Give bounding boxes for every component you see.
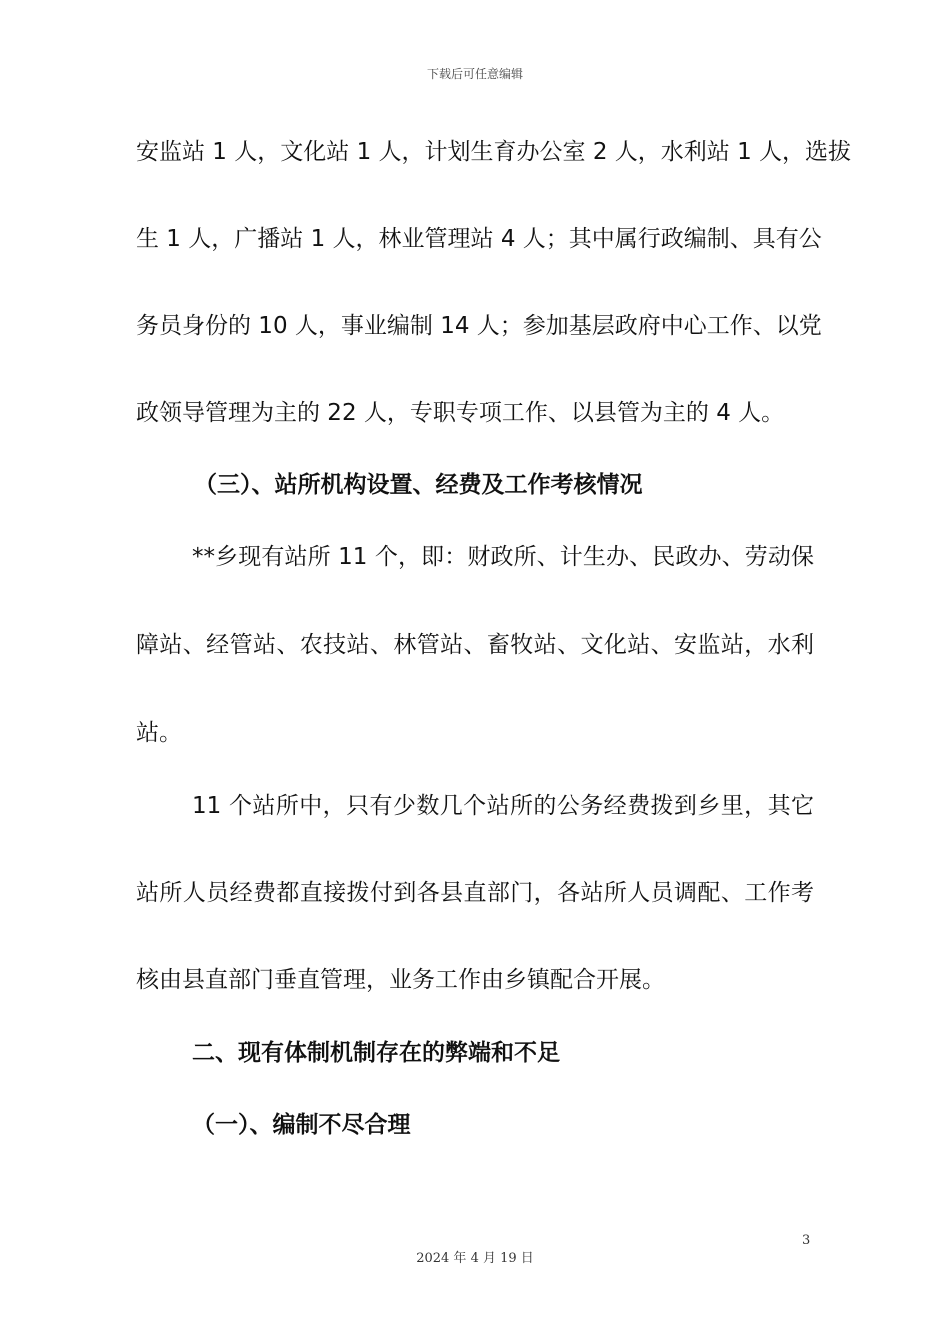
paragraph-line: 核由县直部门垂直管理，业务工作由乡镇配合开展。 xyxy=(136,967,665,993)
paragraph-line: 站。 xyxy=(136,720,182,746)
paragraph-line: 11 个站所中，只有少数几个站所的公务经费拨到乡里，其它 xyxy=(192,793,814,819)
page-footer-date: 2024 年 4 月 19 日 xyxy=(416,1251,534,1266)
paragraph-line: 务员身份的 10 人，事业编制 14 人；参加基层政府中心工作、以党 xyxy=(136,313,822,339)
subsection-heading: （一）、编制不尽合理 xyxy=(192,1112,411,1138)
paragraph-line: 政领导管理为主的 22 人，专职专项工作、以县管为主的 4 人。 xyxy=(136,400,785,426)
paragraph-line: **乡现有站所 11 个，即：财政所、计生办、民政办、劳动保 xyxy=(192,544,814,570)
page-header: 下载后可任意编辑 xyxy=(426,67,523,81)
section-heading: （三）、站所机构设置、经费及工作考核情况 xyxy=(194,472,643,498)
paragraph-line: 生 1 人，广播站 1 人，林业管理站 4 人；其中属行政编制、具有公 xyxy=(136,226,822,252)
paragraph-line: 站所人员经费都直接拨付到各县直部门，各站所人员调配、工作考 xyxy=(136,880,814,906)
chapter-heading: 二、现有体制机制存在的弊端和不足 xyxy=(192,1040,560,1066)
page-number: 3 xyxy=(802,1233,811,1248)
paragraph-line: 障站、经管站、农技站、林管站、畜牧站、文化站、安监站，水利 xyxy=(136,632,814,658)
paragraph-line: 安监站 1 人，文化站 1 人，计划生育办公室 2 人，水利站 1 人，选拔 xyxy=(136,139,852,165)
